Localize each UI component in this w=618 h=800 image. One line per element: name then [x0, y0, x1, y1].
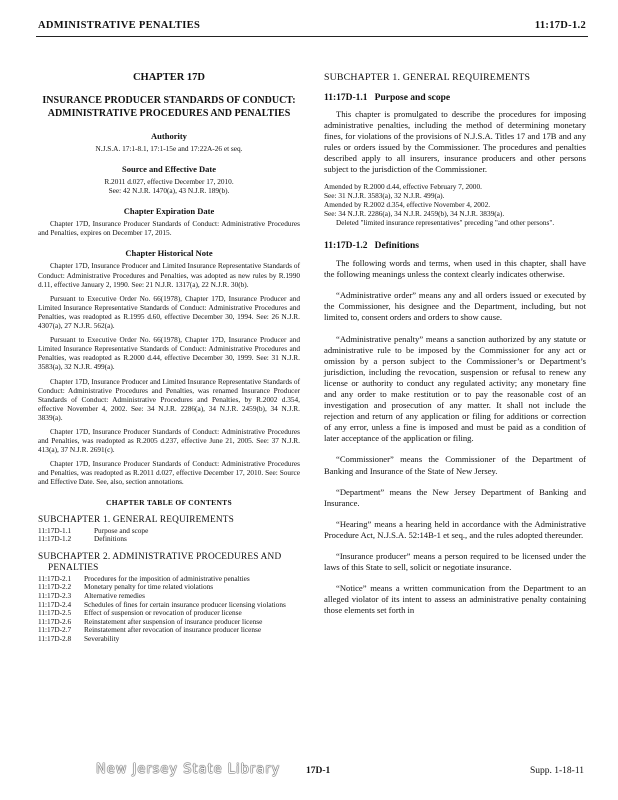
- left-column: [38, 72, 300, 643]
- history-note-6: Chapter 17D, Insurance Producer Standards of Conduct: Administrative Procedures and Penalties, was readopted as R.2011 d.027, effective December 17, 2010. See: Source and Effective Date. See, also, section annotations.: [38, 459, 300, 487]
- toc-entry-number: 11:17D-2.4: [38, 599, 72, 609]
- section-1-2-heading: 11:17D-1.2 Definitions: [324, 241, 419, 252]
- toc-entry: [38, 527, 300, 536]
- definition-commissioner: “Commissioner” means the Commissioner of the Department of Banking and Insurance of the State of New Jersey.: [324, 454, 586, 476]
- header-rule: [36, 36, 588, 37]
- source-heading: Source and Effective Date: [121, 164, 217, 175]
- history-note-1: Chapter 17D, Insurance Producer and Limited Insurance Representative Standards of Conduct: Administrative Procedures and Penalties, was adopted as new rules by R.1990 d.11, effective January 2, 1990. See: 21 N.J.R. 1317(a), 22 N.J.R. 30(b).: [38, 261, 300, 289]
- toc-entry: [38, 635, 300, 644]
- section-1-1-text: This chapter is promulgated to describe the procedures for imposing administrative penalties, including the method of determining monetary fines, for violations of the provisions of N.J.S.A. Titles 17 and 17B and any rules or orders issued by the Commissioner. The procedures and penalties described apply to all insurers, insurance producers and other persons subject to the jurisdiction of the Commissioner.: [324, 109, 586, 175]
- toc-entry-title: Purpose and scope: [94, 525, 149, 535]
- toc-list-2: [38, 575, 300, 644]
- history-note-2: Pursuant to Executive Order No. 66(1978), Chapter 17D, Insurance Producer and Limited Insurance Representative Standards of Conduct: Administrative Procedures and Penalties, was readopted as R.1995 d.60, effective December 30, 1994. See: 26 N.J.R. 4307(a), 27 N.J.R. 562(a).: [38, 293, 300, 331]
- amendment-note-4: See: 34 N.J.R. 2286(a), 34 N.J.R. 2459(b), 34 N.J.R. 3839(a).: [324, 208, 505, 218]
- definition-administrative-penalty: “Administrative penalty” means a sanction authorized by any statute or administrative rule to be imposed by the Commissioner for any act or omission by a person subject to the Commissioner’s or Department’s jurisdiction, including the revocation, suspension or refusal to renew any license or authority to conduct any regulated activity; any monetary fine and any order to make restitution or to pay the reasonable cost of an investigation and prosecution of any matter. It shall not include the rejection and return of any application or filing for additions or correction of any error, unless a fine is imposed and must be paid as a condition of later acceptance of the application or filing.: [324, 333, 586, 444]
- toc-entry-number: 11:17D-2.5: [38, 608, 72, 618]
- history-note-5: Chapter 17D, Insurance Producer Standards of Conduct: Administrative Procedures and Penalties, was readopted as R.2005 d.237, effective June 21, 2005. See: 37 N.J.R. 413(a), 37 N.J.R. 2691(c).: [38, 426, 300, 455]
- toc-entry-title: Schedules of fines for certain insurance producer licensing violations: [84, 599, 286, 609]
- toc-entry-number: 11:17D-1.1: [38, 525, 72, 535]
- toc-entry-number: 11:17D-2.2: [38, 582, 72, 592]
- page-number: 17D-1: [306, 766, 331, 776]
- toc-entry-number: 11:17D-1.2: [38, 534, 72, 544]
- authority-heading: Authority: [151, 131, 187, 141]
- chapter-number: CHAPTER 17D: [132, 72, 206, 83]
- authority-text: N.J.S.A. 17:1-8.1, 17:1-15e and 17:22A-26 et seq.: [95, 144, 243, 153]
- toc-subchapter-2: SUBCHAPTER 2. ADMINISTRATIVE PROCEDURES AND PENALTIES: [38, 551, 282, 573]
- toc-entry-title: Procedures for the imposition of administrative penalties: [84, 573, 250, 583]
- expiration-text: Chapter 17D, Insurance Producer Standards of Conduct: Administrative Procedures and Penalties, expires on December 17, 2015.: [38, 219, 300, 238]
- toc-entry: [38, 626, 300, 635]
- toc-entry-number: 11:17D-2.1: [38, 573, 72, 583]
- expiration-heading: Chapter Expiration Date: [123, 206, 215, 217]
- toc-entry-number: 11:17D-2.8: [38, 633, 72, 643]
- library-watermark: New Jersey State Library: [96, 762, 281, 777]
- deleted-note: Deleted "limited insurance representatives" preceding "and other persons".: [336, 217, 555, 227]
- definition-insurance-producer: “Insurance producer” means a person required to be licensed under the laws of this State to sell, solicit or negotiate insurance.: [324, 551, 586, 573]
- toc-entry-title: Effect of suspension or revocation of producer license: [84, 608, 242, 618]
- definition-notice: “Notice” means a written communication from the Department to an alleged violator of its intent to assess an administrative penalty containing those elements set forth in: [324, 583, 586, 616]
- subchapter-heading: SUBCHAPTER 1. GENERAL REQUIREMENTS: [324, 72, 531, 83]
- toc-entry: [38, 535, 300, 544]
- toc-entry-title: Severability: [84, 633, 120, 643]
- running-header-title: ADMINISTRATIVE PENALTIES: [38, 20, 201, 31]
- definition-hearing: “Hearing” means a hearing held in accordance with the Administrative Procedure Act, N.J.S.A. 52:14B-1 et seq., and the rules adopted thereunder.: [324, 518, 586, 540]
- definitions-intro: The following words and terms, when used in this chapter, shall have the following meanings unless the context clearly indicates otherwise.: [324, 258, 586, 280]
- chapter-title: INSURANCE PRODUCER STANDARDS OF CONDUCT: ADMINISTRATIVE PROCEDURES AND PENALTIES: [42, 95, 296, 119]
- source-text-1: R.2011 d.027, effective December 17, 2010.: [104, 177, 234, 187]
- source-text-2: See: 42 N.J.R. 1470(a), 43 N.J.R. 189(b).: [108, 186, 230, 196]
- history-heading: Chapter Historical Note: [125, 248, 213, 259]
- toc-entry-title: Reinstatement after suspension of insurance producer license: [84, 616, 263, 626]
- toc-subchapter-1: SUBCHAPTER 1. GENERAL REQUIREMENTS: [38, 514, 235, 525]
- amendment-note-1: Amended by R.2000 d.44, effective February 7, 2000.: [324, 181, 482, 191]
- toc-heading: CHAPTER TABLE OF CONTENTS: [106, 497, 232, 507]
- amendment-note-3: Amended by R.2002 d.354, effective November 4, 2002.: [324, 199, 491, 209]
- running-header: [38, 20, 586, 31]
- running-header-section: 11:17D-1.2: [534, 20, 586, 31]
- toc-entry-number: 11:17D-2.3: [38, 590, 72, 600]
- toc-entry-title: Reinstatement after revocation of insurance producer license: [84, 625, 262, 635]
- definition-administrative-order: “Administrative order” means any and all orders issued or executed by the Commissioner, his designee and the Department, including, but not limited to, consent orders and orders to show cause.: [324, 290, 586, 323]
- right-column: [324, 72, 586, 616]
- toc-list-1: [38, 527, 300, 544]
- section-1-1-heading: 11:17D-1.1 Purpose and scope: [324, 93, 451, 103]
- toc-entry-number: 11:17D-2.6: [38, 616, 72, 626]
- toc-entry-title: Alternative remedies: [84, 590, 145, 600]
- toc-entry-title: Definitions: [94, 534, 127, 544]
- history-note-4: Chapter 17D, Insurance Producer and Limited Insurance Representative Standards of Conduct: Administrative Procedures and Penalties, was renamed Insurance Producer Standards of Conduct: Administrative Procedures and Penalties, by R.2002 d.354, effective November 4, 2002. See: 34 N.J.R. 2286(a), 34 N.J.R. 2459(b), 34 N.J.R. 3839(a).: [38, 376, 300, 422]
- toc-entry: [38, 583, 300, 592]
- history-note-3: Pursuant to Executive Order No. 66(1978), Chapter 17D, Insurance Producer and Limited Insurance Representative Standards of Conduct: Administrative Procedures and Penalties, was readopted as R.2000 d.44, effective December 30, 1999. See: 31 N.J.R. 3583(a), 32 N.J.R. 499(a).: [38, 335, 300, 372]
- toc-entry-number: 11:17D-2.7: [38, 625, 72, 635]
- supplement-date: Supp. 1-18-11: [529, 766, 584, 776]
- amendment-note-2: See: 31 N.J.R. 3583(a), 32 N.J.R. 499(a).: [324, 190, 445, 200]
- toc-entry-title: Monetary penalty for time related violations: [84, 582, 214, 592]
- definition-department: “Department” means the New Jersey Department of Banking and Insurance.: [324, 486, 586, 508]
